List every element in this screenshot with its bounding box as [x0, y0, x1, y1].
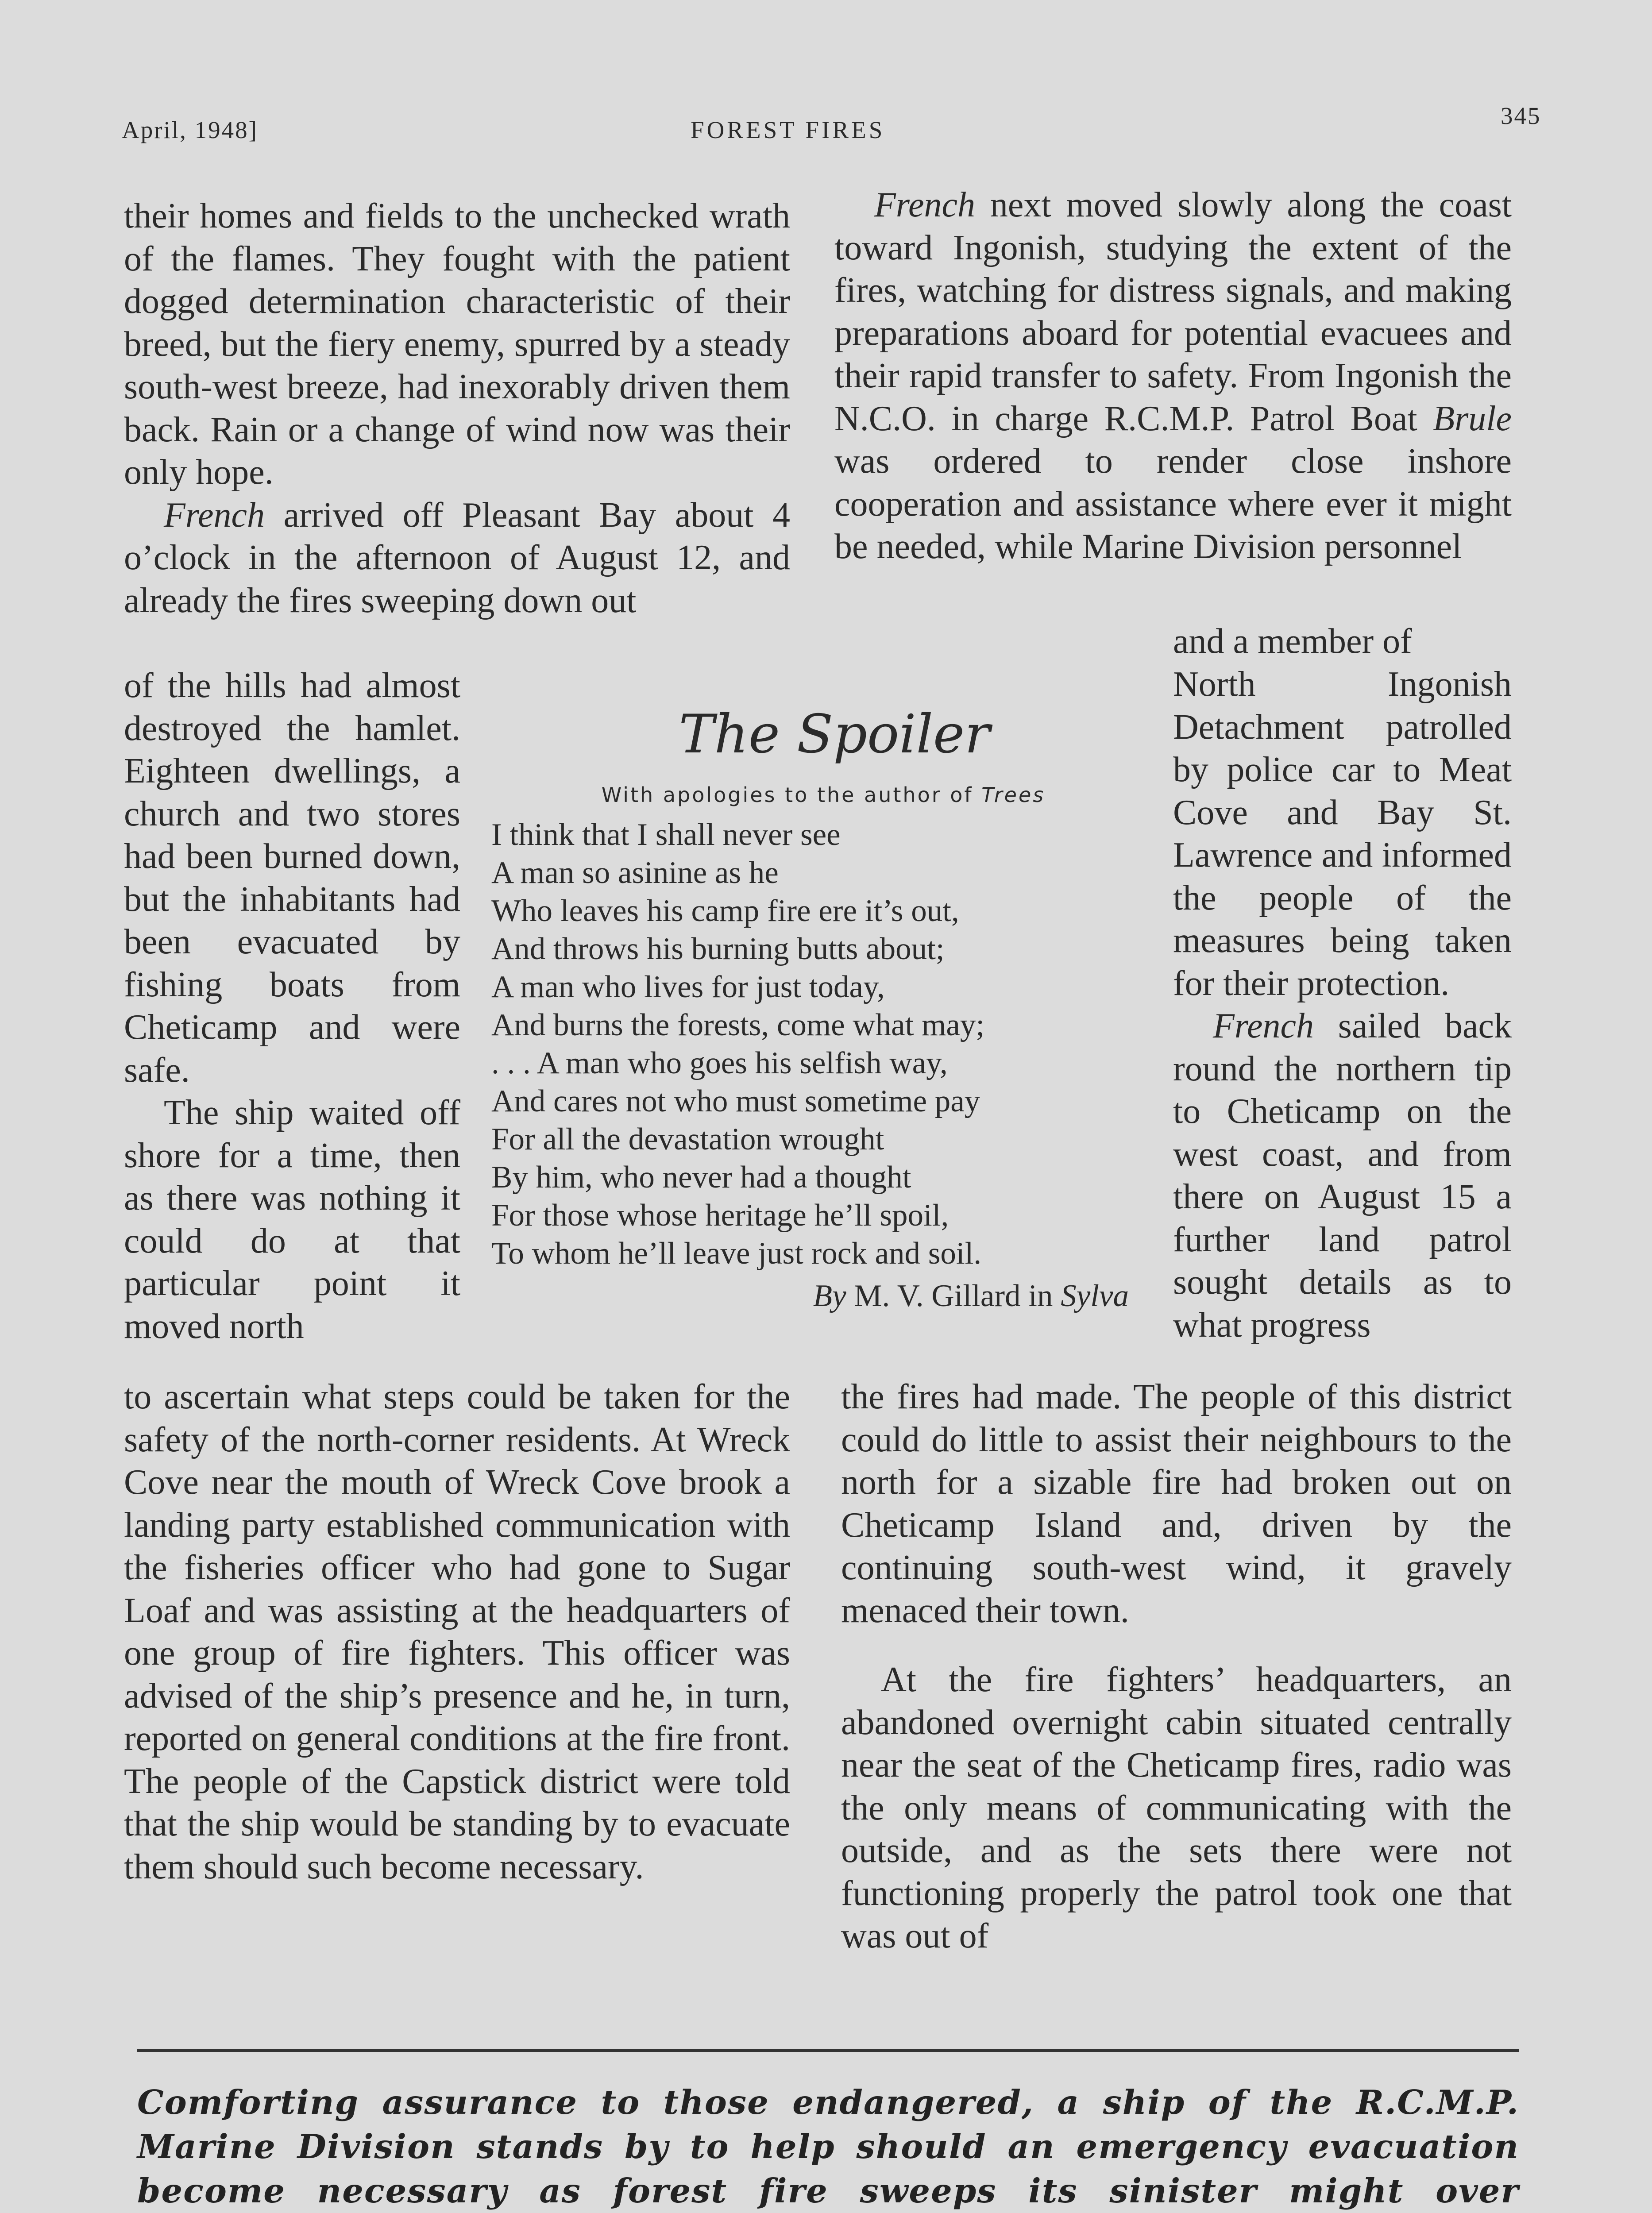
- caption-top-rule: [137, 2049, 1519, 2052]
- ship-name: French: [1213, 1006, 1314, 1045]
- left-column-bottom: [124, 1376, 790, 1888]
- poem-line: . . . A man who goes his selfish way,: [491, 1046, 948, 1080]
- poem-line: By him, who never had a thought: [491, 1160, 911, 1195]
- poem-line: A man who lives for just today,: [491, 970, 885, 1004]
- boat-name: Brule: [1433, 399, 1512, 438]
- poem-line: I think that I shall never see: [491, 817, 841, 852]
- paragraph: At the fire fighters’ headquarters, an abandoned overnight cabin situated centrally near the seat of the Cheticamp fires, radio was the only means of communicating with the outside, and as the sets there were not functioning properly the patrol took one that was out of: [841, 1660, 1512, 1955]
- poem-box: [491, 704, 1155, 1315]
- poem-line: To whom he’ll leave just rock and soil.: [491, 1236, 982, 1271]
- running-header-title: FOREST FIRES: [691, 116, 885, 143]
- photo-caption: Comforting assurance to those endangered, a ship of the R.C.M.P. Marine Division stands by to help should an emergency evacuation become necessary as forest fire sweeps its sinister might over: [137, 2083, 1519, 2210]
- paragraph: their homes and fields to the unchecked wrath of the flames. They fought with the patient dogged determination characteristic of their breed, but the fiery enemy, spurred by a steady south-west breeze, had inexorably driven them back. Rain or a change of wind now was their only hope.: [124, 197, 790, 492]
- poem-line: And burns the forests, come what may;: [491, 1008, 985, 1042]
- poem-line: Who leaves his camp fire ere it’s out,: [491, 894, 959, 928]
- poem-line: And cares not who must sometime pay: [491, 1084, 980, 1118]
- paragraph: North Ingonish Detachment patrolled by police car to Meat Cove and Bay St. Lawrence and informed the people of the measures being taken for their protection.: [1173, 665, 1512, 1003]
- paragraph: to ascertain what steps could be taken for the safety of the north-corner residents. At Wreck Cove near the mouth of Wreck Cove brook a landing party established communication with the fisheries officer who had gone to Sugar Loaf and was assisting at the headquarters of one group of fire fighters. This officer was advised of the ship’s presence and he, in turn, reported on general conditions at the fire front. The people of the Capstick district were told that the ship would be standing by to evacuate them should such become necessary.: [124, 1377, 790, 1886]
- paragraph: The ship waited off shore for a time, then as there was nothing it could do at that particular point it moved north: [124, 1093, 460, 1346]
- ship-name: French: [874, 185, 976, 224]
- left-column-narrow: [124, 664, 460, 1348]
- paragraph: the fires had made. The people of this district could do little to assist their neighbours to the north for a sizable fire had broken out on Cheticamp Island and, driven by the continuing south-west wind, it gravely menaced their town.: [841, 1377, 1512, 1630]
- page-number: 345: [1501, 102, 1541, 129]
- right-column-top: [834, 184, 1512, 568]
- right-column-narrow: [1173, 663, 1512, 1346]
- paragraph: French next moved slowly along the coast toward Ingonish, studying the extent of the fires, watching for distress signals, and making preparations aboard for potential evacuees and their rapid transfer to safety. From Ingonish the N.C.O. in charge R.C.M.P. Patrol Boat Brule was ordered to render close inshore cooperation and assistance where ever it might be needed, while Marine Division personnel: [834, 185, 1512, 566]
- running-header-date: April, 1948]: [122, 116, 258, 143]
- poem-line: A man so asinine as he: [491, 856, 779, 890]
- paragraph: French sailed back round the northern tip to Cheticamp on the west coast, and from there on August 15 a further land patrol sought details as to what progress: [1173, 1006, 1512, 1345]
- paragraph: of the hills had almost destroyed the hamlet. Eighteen dwellings, a church and two stores had been burned down, but the inhabitants had been evacuated by fishing boats from Cheticamp and were safe.: [124, 666, 460, 1090]
- poem-subtitle: With apologies to the author of Trees: [601, 783, 1046, 807]
- poem-lines: [491, 816, 1155, 1272]
- poem-line: And throws his burning butts about;: [491, 932, 945, 966]
- poem-line: For all the devastation wrought: [491, 1122, 884, 1157]
- poem-line: For those whose heritage he’ll spoil,: [491, 1198, 949, 1233]
- poem-title: The Spoiler: [679, 704, 990, 765]
- left-column-top: [124, 195, 790, 622]
- right-column-and: and a member of: [1173, 622, 1412, 661]
- right-column-bottom: [841, 1376, 1512, 1958]
- ship-name: French: [164, 495, 265, 535]
- poem-attribution: By M. V. Gillard in Sylva: [813, 1279, 1129, 1313]
- paragraph: French arrived off Pleasant Bay about 4 o’clock in the afternoon of August 12, and already the fires sweeping down out: [124, 495, 790, 620]
